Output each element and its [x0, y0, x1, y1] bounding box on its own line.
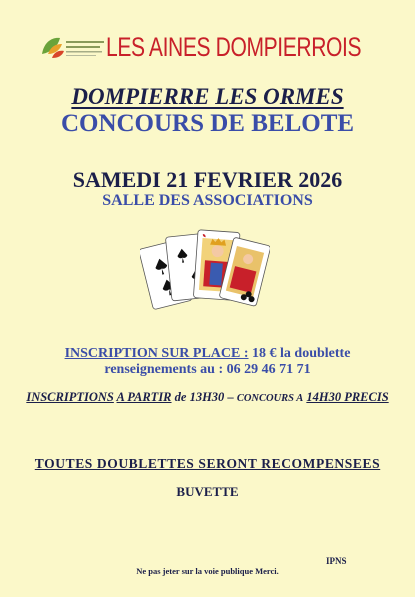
- registration-line: [0, 346, 415, 362]
- buvette-label: BUVETTE: [176, 484, 239, 499]
- header-brand: [38, 30, 378, 68]
- schedule-start-word: A PARTIR: [116, 390, 172, 404]
- schedule-contest-time: 14H30 PRECIS: [306, 390, 389, 404]
- brand-title: LES AINES DOMPIERROIS: [106, 32, 362, 62]
- registration-label: INSCRIPTION SUR PLACE :: [64, 346, 249, 361]
- schedule-start-time: de 13H30: [174, 390, 225, 404]
- schedule-contest-word: CONCOURS A: [236, 393, 304, 404]
- footer-notice: Ne pas jeter sur la voie publique Merci.: [136, 566, 279, 576]
- event-title: CONCOURS DE BELOTE: [60, 110, 355, 137]
- event-venue: SALLE DES ASSOCIATIONS: [102, 192, 313, 209]
- schedule-start-prefix: INSCRIPTIONS: [26, 390, 114, 404]
- event-date: SAMEDI 21 FEVRIER 2026: [72, 167, 343, 192]
- rewards-text: TOUTES DOUBLETTES SERONT RECOMPENSEES: [34, 456, 381, 471]
- town-name-text: DOMPIERRE LES ORMES: [71, 84, 344, 109]
- leaf-logo-icon: [38, 32, 108, 64]
- registration-price: 18 € la doublette: [252, 346, 351, 361]
- schedule-separator: –: [227, 390, 234, 404]
- town-name: [0, 84, 415, 110]
- schedule-line: [0, 390, 415, 405]
- ipns-mark: IPNS: [326, 556, 347, 566]
- rewards-line: [0, 456, 415, 472]
- contact-info: renseignements au : 06 29 46 71 71: [104, 362, 311, 377]
- playing-cards-icon: [140, 225, 270, 325]
